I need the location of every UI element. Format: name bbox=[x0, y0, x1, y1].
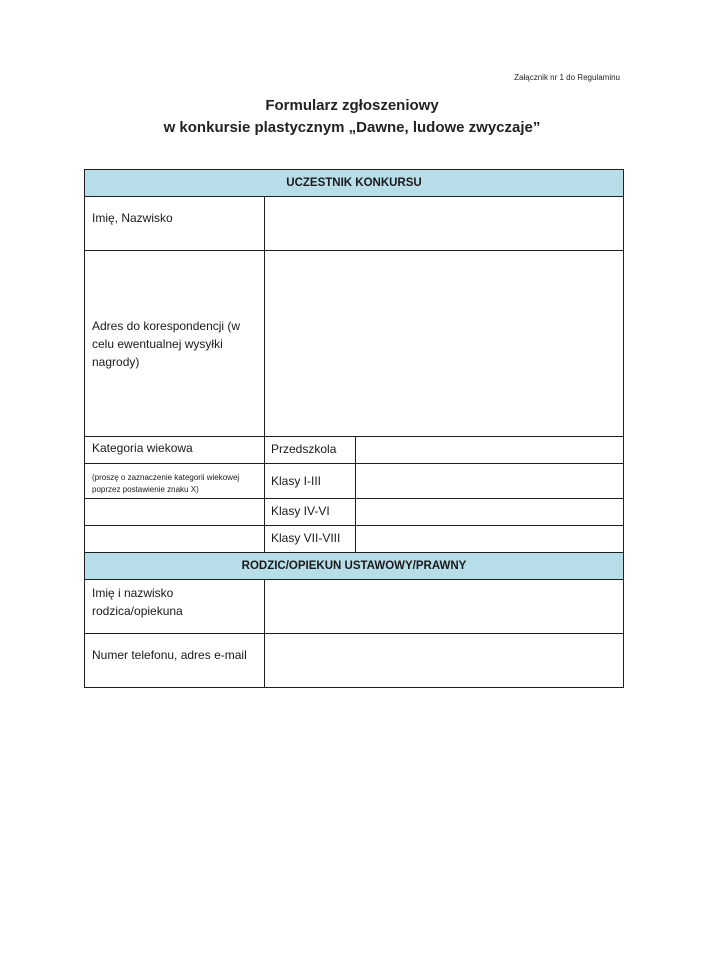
age-category-empty-cell bbox=[85, 499, 265, 526]
name-row bbox=[85, 197, 624, 251]
parent-section-row bbox=[85, 553, 624, 580]
age-category-empty-cell bbox=[85, 526, 265, 553]
form-title-line-1: Formularz zgłoszeniowy bbox=[265, 97, 439, 114]
participant-section-row bbox=[85, 170, 624, 197]
parent-name-field[interactable] bbox=[265, 580, 624, 634]
name-label: Imię, Nazwisko bbox=[85, 197, 265, 251]
age-category-label: Kategoria wiekowa bbox=[85, 437, 265, 464]
age-category-note: (proszę o zaznaczenie kategorii wiekowej poprzez postawienie znaku X) bbox=[85, 464, 265, 499]
age-category-row-2 bbox=[85, 464, 624, 499]
participant-section-header: UCZESTNIK KONKURSU bbox=[85, 170, 624, 197]
age-option-grades-7-8: Klasy VII-VIII bbox=[265, 526, 356, 553]
age-category-row-1 bbox=[85, 437, 624, 464]
address-field[interactable] bbox=[265, 251, 624, 437]
age-category-row-4 bbox=[85, 526, 624, 553]
age-option-grades-1-3: Klasy I-III bbox=[265, 464, 356, 499]
age-option-grades-4-6-checkbox[interactable] bbox=[356, 499, 624, 526]
parent-section-header: RODZIC/OPIEKUN USTAWOWY/PRAWNY bbox=[85, 553, 624, 580]
parent-name-label: Imię i nazwisko rodzica/opiekuna bbox=[85, 580, 265, 634]
form-title-line-2: w konkursie plastycznym „Dawne, ludowe zwyczaje” bbox=[163, 119, 541, 136]
age-option-preschool: Przedszkola bbox=[265, 437, 356, 464]
contact-field[interactable] bbox=[265, 634, 624, 688]
address-label: Adres do korespondencji (w celu ewentualnej wysyłki nagrody) bbox=[85, 251, 265, 437]
form-title bbox=[0, 95, 704, 139]
age-category-row-3 bbox=[85, 499, 624, 526]
age-option-grades-7-8-checkbox[interactable] bbox=[356, 526, 624, 553]
age-option-grades-1-3-checkbox[interactable] bbox=[356, 464, 624, 499]
parent-name-row bbox=[85, 580, 624, 634]
age-option-grades-4-6: Klasy IV-VI bbox=[265, 499, 356, 526]
name-field[interactable] bbox=[265, 197, 624, 251]
registration-form-table bbox=[84, 169, 624, 688]
address-row bbox=[85, 251, 624, 437]
contact-label: Numer telefonu, adres e-mail bbox=[85, 634, 265, 688]
contact-row bbox=[85, 634, 624, 688]
annex-note: Załącznik nr 1 do Regulaminu bbox=[514, 73, 620, 82]
age-option-preschool-checkbox[interactable] bbox=[356, 437, 624, 464]
